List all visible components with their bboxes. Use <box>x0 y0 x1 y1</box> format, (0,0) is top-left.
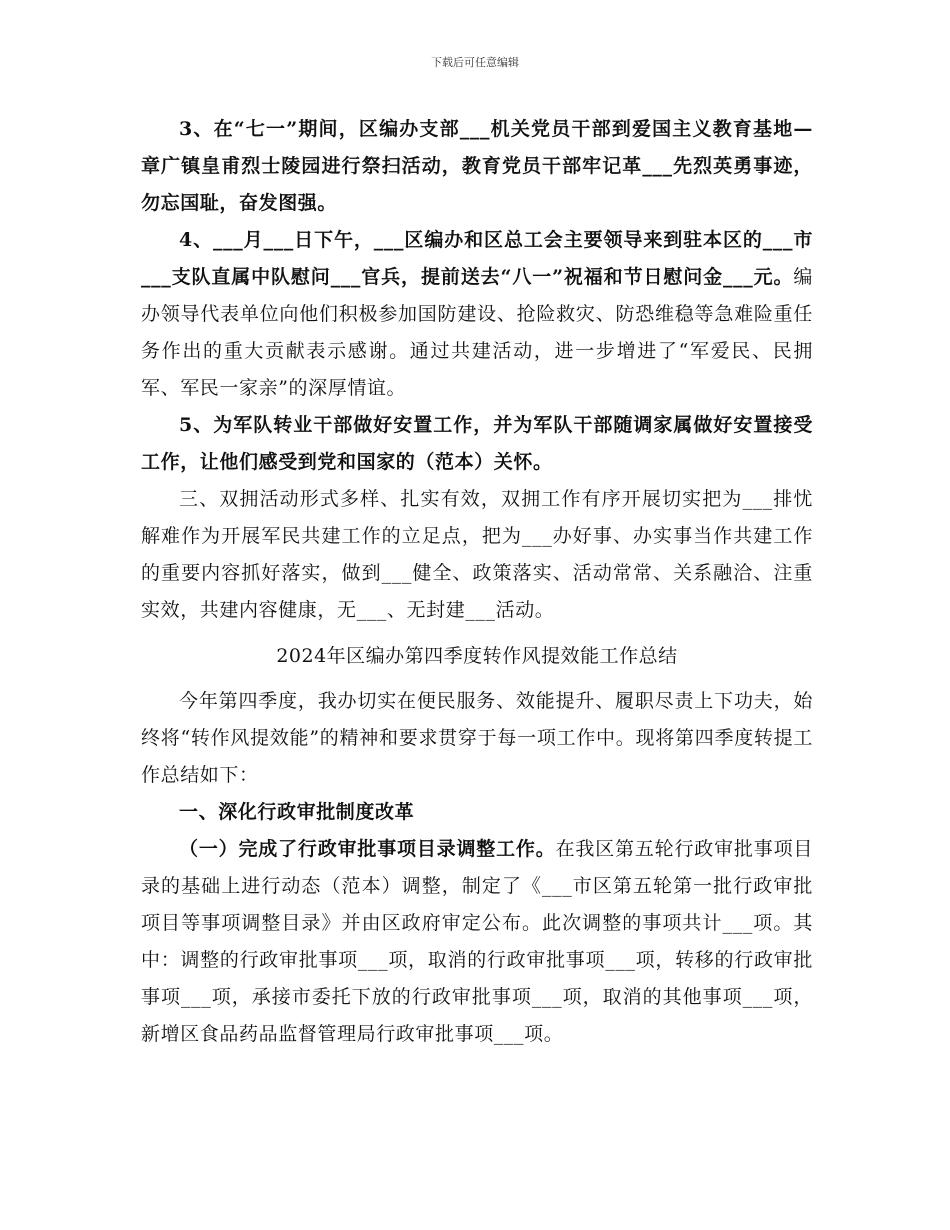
paragraph-item-4-body: 编办领导代表单位向他们积极参加国防建设、抢险救灾、防恐维稳等急难险重任务作出的重大贡献表示感谢。通过共建活动，进一步增进了“军爱民、民拥军、军民一家亲”的深厚情谊。 <box>141 266 813 399</box>
paragraph-item-4-lead: 4、___月___日下午，___区编办和区总工会主要领导来到驻本区的___市___支队直属中队慰问___官兵，提前送去“八一”祝福和节日慰问金___元。 <box>141 229 813 288</box>
paragraph-intro: 今年第四季度，我办切实在便民服务、效能提升、履职尽责上下功夫，始终将“转作风提效能”的精神和要求贯穿于每一项工作中。现将第四季度转提工作总结如下： <box>141 690 813 786</box>
paragraph-item-5: 5、为军队转业干部做好安置工作，并为军队干部随调家属做好安置接受工作，让他们感受到党和国家的（范本）关怀。 <box>141 414 813 473</box>
section-heading-1: 一、深化行政审批制度改革 <box>179 801 415 823</box>
subsection-1-lead: （一）完成了行政审批事项目录调整工作。 <box>179 838 556 860</box>
document-body <box>141 111 813 1053</box>
page-header: 下载后可任意编辑 <box>431 56 519 69</box>
paragraph-item-4 <box>141 222 813 407</box>
paragraph-section-3: 三、双拥活动形式多样、扎实有效，双拥工作有序开展切实把为___排忧解难作为开展军民共建工作的立足点，把为___办好事、办实事当作共建工作的重要内容抓好落实，做到___健全、政策落实、活动常常、关系融洽、注重实效，共建内容健康，无___、无封建___活动。 <box>141 488 813 621</box>
paragraph-subsection-1 <box>141 831 813 1053</box>
paragraph-item-3: 3、在“七一”期间，区编办支部___机关党员干部到爱国主义教育基地—章广镇皇甫烈士陵园进行祭扫活动，教育党员干部牢记革___先烈英勇事迹，勿忘国耻，奋发图强。 <box>141 118 813 214</box>
document-title: 2024年区编办第四季度转作风提效能工作总结 <box>276 645 678 667</box>
subsection-1-body: 在我区第五轮行政审批事项目录的基础上进行动态（范本）调整，制定了《___市区第五轮第一批行政审批项目等事项调整目录》并由区政府审定公布。此次调整的事项共计___项。其中：调整的行政审批事项___项，取消的行政审批事项___项，转移的行政审批事项___项，承接市委托下放的行政审批事项___项，取消的其他事项___项，新增区食品药品监督管理局行政审批事项___项。 <box>141 838 813 1045</box>
